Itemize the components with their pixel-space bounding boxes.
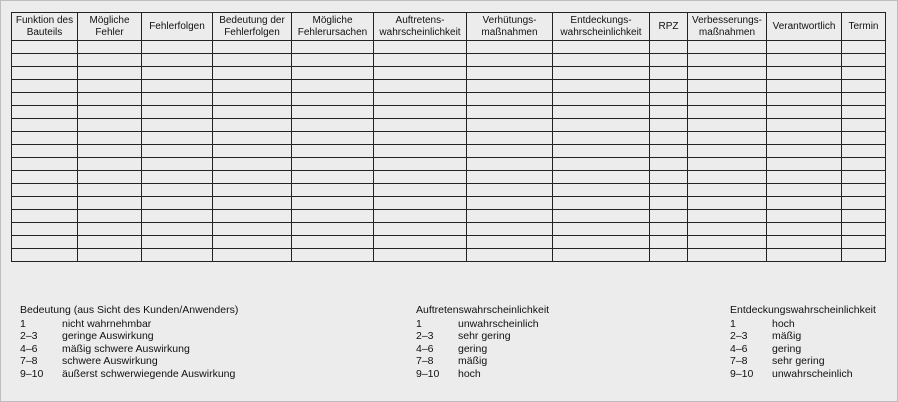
legend-row (730, 355, 876, 368)
table-cell (650, 106, 688, 119)
table-cell (142, 67, 213, 80)
legend-key: 4–6 (730, 342, 748, 355)
col-header-rpz: RPZ (650, 13, 688, 41)
table-cell (767, 67, 842, 80)
table-cell (142, 80, 213, 93)
col-header-function: Funktion des Bauteils (12, 13, 78, 41)
table-row (12, 158, 886, 171)
table-cell (688, 80, 767, 93)
table-cell (553, 54, 650, 67)
table-cell (842, 210, 886, 223)
table-cell (142, 93, 213, 106)
table-cell (767, 41, 842, 54)
table-cell (467, 223, 553, 236)
table-row (12, 145, 886, 158)
legend-key: 9–10 (416, 367, 440, 380)
table-cell (767, 54, 842, 67)
col-header-prevention: Verhütungs-maßnahmen (467, 13, 553, 41)
table-cell (374, 54, 467, 67)
table-cell (688, 197, 767, 210)
table-cell (767, 158, 842, 171)
table-cell (213, 119, 292, 132)
table-cell (842, 145, 886, 158)
table-cell (553, 93, 650, 106)
table-cell (767, 210, 842, 223)
table-cell (213, 132, 292, 145)
table-cell (78, 158, 142, 171)
legend-key: 1 (416, 317, 422, 330)
table-cell (767, 80, 842, 93)
legend-detection (730, 304, 876, 380)
table-cell (213, 80, 292, 93)
table-row (12, 67, 886, 80)
table-cell (650, 210, 688, 223)
table-cell (467, 210, 553, 223)
table-row (12, 106, 886, 119)
legend-row (20, 330, 238, 343)
table-cell (688, 171, 767, 184)
table-cell (688, 223, 767, 236)
legend-row (20, 355, 238, 368)
legend-key: 9–10 (20, 367, 44, 380)
table-row (12, 197, 886, 210)
table-cell (553, 80, 650, 93)
table-cell (142, 119, 213, 132)
legend-text: gering (772, 342, 802, 355)
legend-text: hoch (458, 367, 481, 380)
table-cell (78, 249, 142, 262)
legend-row (20, 318, 238, 331)
legend-row (20, 368, 238, 381)
table-cell (467, 236, 553, 249)
table-cell (688, 158, 767, 171)
legend-text: hoch (772, 317, 795, 330)
table-cell (650, 223, 688, 236)
table-cell (12, 223, 78, 236)
table-cell (650, 145, 688, 158)
table-cell (374, 197, 467, 210)
table-cell (292, 41, 374, 54)
table-cell (688, 41, 767, 54)
table-cell (374, 106, 467, 119)
legend-key: 9–10 (730, 367, 754, 380)
table-row (12, 54, 886, 67)
table-cell (767, 171, 842, 184)
table-cell (650, 132, 688, 145)
table-cell (553, 41, 650, 54)
legend-key: 2–3 (730, 330, 748, 342)
table-cell (142, 184, 213, 197)
table-cell (374, 132, 467, 145)
table-cell (688, 210, 767, 223)
table-cell (213, 106, 292, 119)
table-cell (842, 158, 886, 171)
table-cell (213, 158, 292, 171)
table-cell (842, 184, 886, 197)
table-cell (467, 93, 553, 106)
table-cell (767, 249, 842, 262)
table-cell (553, 119, 650, 132)
table-cell (12, 236, 78, 249)
table-cell (142, 223, 213, 236)
table-cell (467, 80, 553, 93)
col-header-possible-failures: Mögliche Fehler (78, 13, 142, 41)
table-cell (553, 184, 650, 197)
table-cell (842, 197, 886, 210)
table-cell (213, 171, 292, 184)
table-cell (142, 41, 213, 54)
table-cell (374, 80, 467, 93)
table-cell (142, 171, 213, 184)
table-cell (12, 119, 78, 132)
table-cell (688, 67, 767, 80)
table-row (12, 223, 886, 236)
table-cell (374, 184, 467, 197)
table-cell (842, 93, 886, 106)
table-cell (688, 106, 767, 119)
table-cell (142, 236, 213, 249)
table-cell (688, 119, 767, 132)
legend-text: sehr gering (772, 355, 825, 367)
legend-row (416, 355, 549, 368)
col-header-occurrence: Auftretens-wahrscheinlichkeit (374, 13, 467, 41)
table-cell (78, 184, 142, 197)
col-header-detection: Entdeckungs-wahrscheinlichkeit (553, 13, 650, 41)
table-cell (292, 119, 374, 132)
table-cell (12, 210, 78, 223)
col-header-severity: Bedeutung der Fehlerfolgen (213, 13, 292, 41)
table-cell (650, 184, 688, 197)
col-header-date: Termin (842, 13, 886, 41)
table-cell (842, 132, 886, 145)
table-row (12, 119, 886, 132)
table-cell (842, 223, 886, 236)
legend-row (416, 330, 549, 343)
table-cell (12, 145, 78, 158)
table-cell (553, 223, 650, 236)
table-body (12, 41, 886, 262)
table-cell (553, 236, 650, 249)
table-cell (292, 67, 374, 80)
table-cell (842, 236, 886, 249)
table-cell (650, 171, 688, 184)
table-cell (767, 106, 842, 119)
table-cell (688, 54, 767, 67)
legend-title: Bedeutung (aus Sicht des Kunden/Anwenders) (20, 304, 239, 316)
table-cell (213, 197, 292, 210)
legend-text: mäßig (458, 355, 488, 367)
legend-text: schwere Auswirkung (62, 355, 158, 367)
table-cell (842, 67, 886, 80)
legend-row (416, 368, 549, 381)
legend-title: Auftretenswahrscheinlichkeit (416, 304, 550, 316)
table-cell (78, 145, 142, 158)
table-cell (842, 171, 886, 184)
legend-severity (20, 304, 238, 380)
table-cell (688, 236, 767, 249)
table-cell (292, 171, 374, 184)
legend-text: gering (458, 342, 488, 355)
table-cell (292, 145, 374, 158)
table-cell (12, 93, 78, 106)
table-cell (553, 145, 650, 158)
table-cell (12, 184, 78, 197)
legend-key: 7–8 (730, 355, 748, 367)
table-cell (374, 158, 467, 171)
table-cell (842, 106, 886, 119)
legend-key: 2–3 (416, 330, 434, 342)
table-cell (842, 80, 886, 93)
table-cell (374, 145, 467, 158)
table-cell (12, 67, 78, 80)
table-cell (292, 223, 374, 236)
legend-key: 4–6 (416, 342, 434, 355)
table-row (12, 249, 886, 262)
table-cell (78, 171, 142, 184)
legend-row (730, 343, 876, 356)
table-cell (553, 158, 650, 171)
legend-text: geringe Auswirkung (62, 330, 154, 342)
table-cell (213, 210, 292, 223)
table-cell (142, 106, 213, 119)
legend-title: Entdeckungswahrscheinlichkeit (730, 304, 876, 316)
table-cell (467, 106, 553, 119)
legend-key: 1 (730, 317, 736, 330)
table-cell (213, 184, 292, 197)
table-cell (650, 197, 688, 210)
table-cell (688, 93, 767, 106)
table-cell (292, 210, 374, 223)
table-cell (374, 236, 467, 249)
table-cell (12, 171, 78, 184)
table-cell (650, 119, 688, 132)
legend-row (730, 368, 876, 381)
legend-row (20, 343, 238, 356)
table-header-row (12, 13, 886, 41)
table-cell (78, 54, 142, 67)
table-cell (767, 119, 842, 132)
legend-row (730, 330, 876, 343)
legend-text: mäßig schwere Auswirkung (62, 342, 190, 355)
table-cell (650, 93, 688, 106)
table-row (12, 171, 886, 184)
table-cell (213, 93, 292, 106)
table-cell (213, 41, 292, 54)
table-cell (292, 197, 374, 210)
legend-text: mäßig (772, 330, 802, 342)
table-cell (213, 236, 292, 249)
table-cell (553, 132, 650, 145)
col-header-failure-effects: Fehlerfolgen (142, 13, 213, 41)
table-cell (78, 236, 142, 249)
table-row (12, 184, 886, 197)
table-cell (12, 41, 78, 54)
legend-key: 7–8 (416, 355, 434, 367)
table-cell (213, 67, 292, 80)
table-cell (78, 106, 142, 119)
table-cell (650, 158, 688, 171)
table-cell (467, 41, 553, 54)
table-cell (553, 171, 650, 184)
table-cell (553, 197, 650, 210)
legend-key: 4–6 (20, 342, 38, 355)
table-cell (767, 145, 842, 158)
table-row (12, 210, 886, 223)
table-cell (213, 223, 292, 236)
table-cell (688, 249, 767, 262)
table-cell (292, 93, 374, 106)
table-cell (842, 119, 886, 132)
table-cell (767, 132, 842, 145)
table-cell (142, 132, 213, 145)
table-cell (467, 158, 553, 171)
table-cell (374, 93, 467, 106)
table-cell (78, 197, 142, 210)
table-cell (292, 158, 374, 171)
table-cell (553, 210, 650, 223)
table-cell (688, 132, 767, 145)
table-cell (142, 210, 213, 223)
table-cell (467, 54, 553, 67)
table-cell (374, 223, 467, 236)
table-row (12, 236, 886, 249)
table-cell (292, 106, 374, 119)
table-row (12, 132, 886, 145)
table-cell (142, 54, 213, 67)
col-header-causes: Mögliche Fehlerursachen (292, 13, 374, 41)
table-cell (12, 106, 78, 119)
table-cell (688, 184, 767, 197)
col-header-responsible: Verantwortlich (767, 13, 842, 41)
table-cell (78, 93, 142, 106)
table-row (12, 93, 886, 106)
table-cell (142, 145, 213, 158)
table-cell (467, 171, 553, 184)
legend-key: 2–3 (20, 330, 38, 342)
table-cell (553, 67, 650, 80)
table-cell (142, 249, 213, 262)
table-cell (650, 80, 688, 93)
table-cell (467, 132, 553, 145)
table-cell (78, 41, 142, 54)
table-cell (650, 67, 688, 80)
table-cell (767, 184, 842, 197)
table-cell (78, 80, 142, 93)
legend-key: 7–8 (20, 355, 38, 367)
table-cell (467, 184, 553, 197)
table-cell (467, 197, 553, 210)
table-cell (650, 236, 688, 249)
fmea-table (11, 12, 886, 262)
table-cell (292, 236, 374, 249)
table-cell (842, 54, 886, 67)
legend-occurrence (416, 304, 549, 380)
table-cell (374, 249, 467, 262)
table-cell (213, 54, 292, 67)
table-cell (374, 210, 467, 223)
table-cell (78, 119, 142, 132)
table-cell (467, 145, 553, 158)
table-cell (767, 93, 842, 106)
table-cell (842, 249, 886, 262)
table-cell (142, 197, 213, 210)
table-cell (467, 67, 553, 80)
table-cell (292, 80, 374, 93)
table-cell (374, 67, 467, 80)
table-cell (553, 249, 650, 262)
table-cell (650, 249, 688, 262)
table-cell (650, 41, 688, 54)
legend-text: nicht wahrnehmbar (62, 317, 152, 330)
table-cell (292, 249, 374, 262)
table-cell (842, 41, 886, 54)
legend-row (730, 318, 876, 331)
table-cell (374, 41, 467, 54)
table-cell (292, 54, 374, 67)
table-cell (374, 171, 467, 184)
table-cell (142, 158, 213, 171)
table-cell (213, 145, 292, 158)
table-cell (767, 197, 842, 210)
table-cell (374, 119, 467, 132)
legend-text: äußerst schwerwiegende Auswirkung (62, 367, 236, 380)
legend-text: sehr gering (458, 330, 511, 342)
table-cell (78, 132, 142, 145)
table-cell (688, 145, 767, 158)
legend-key: 1 (20, 317, 26, 330)
legend-text: unwahrscheinlich (458, 317, 539, 330)
table-cell (12, 54, 78, 67)
table-cell (78, 210, 142, 223)
table-cell (78, 223, 142, 236)
table-cell (78, 67, 142, 80)
table-cell (292, 184, 374, 197)
table-cell (467, 249, 553, 262)
table-cell (12, 249, 78, 262)
table-cell (12, 158, 78, 171)
legend-row (416, 343, 549, 356)
table-cell (213, 249, 292, 262)
table-cell (553, 106, 650, 119)
table-cell (12, 197, 78, 210)
table-cell (650, 54, 688, 67)
table-cell (467, 119, 553, 132)
table-cell (767, 223, 842, 236)
table-cell (12, 80, 78, 93)
table-cell (12, 132, 78, 145)
table-cell (292, 132, 374, 145)
table-row (12, 41, 886, 54)
table-cell (767, 236, 842, 249)
legend-text: unwahrscheinlich (772, 367, 853, 380)
legend-row (416, 318, 549, 331)
table-row (12, 80, 886, 93)
col-header-improvements: Verbesserungs-maßnahmen (688, 13, 767, 41)
